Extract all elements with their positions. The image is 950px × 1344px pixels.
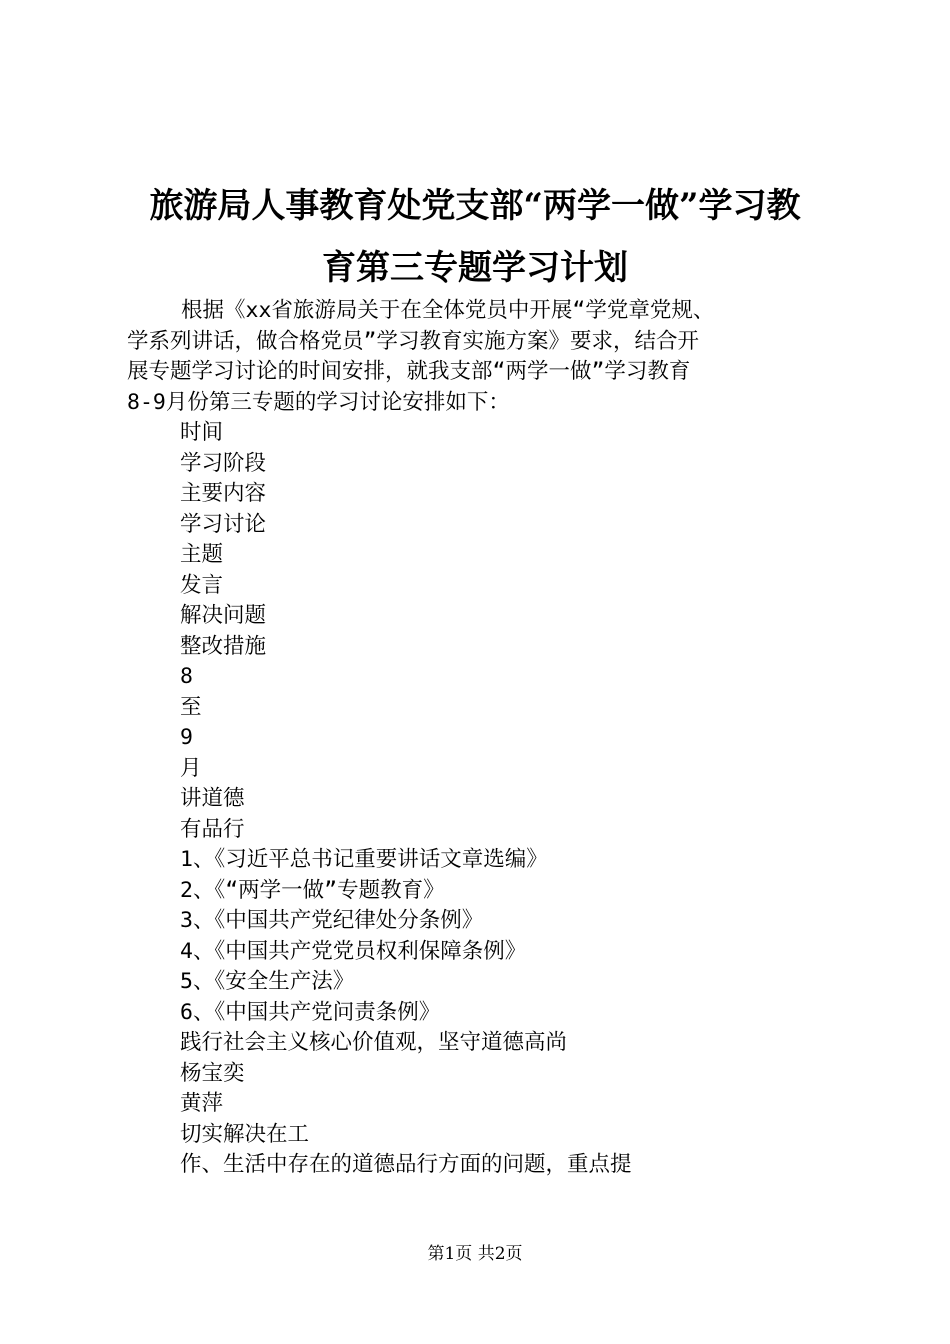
table-cell-text: 学习讨论	[180, 511, 267, 537]
table-cell-text: 切实解决在工	[180, 1121, 310, 1147]
table-cell-text: 发言	[180, 572, 224, 598]
schedule-table-text	[180, 418, 827, 1181]
table-cell-text: 讲道德	[180, 786, 245, 811]
table-cell-text: 9	[180, 725, 193, 750]
intro-line: 学系列讲话，做合格党员”学习教育实施方案》要求，结合开	[127, 328, 699, 354]
table-cell-text: 时间	[180, 420, 224, 445]
table-cell-text: 主要内容	[180, 481, 267, 506]
document-title-line-2: 育第三专题学习计划	[322, 248, 628, 288]
document-body	[127, 296, 827, 1181]
table-cell-text: 作、生活中存在的道德品行方面的问题，重点提	[180, 1152, 632, 1177]
speaker-name: 黄萍	[180, 1091, 224, 1116]
intro-paragraph	[127, 296, 827, 418]
reading-list-item: 6、《中国共产党问责条例》	[180, 999, 441, 1025]
table-cell-text: 至	[180, 694, 202, 720]
table-cell-text: 整改措施	[180, 633, 267, 659]
table-cell-text: 8	[180, 664, 193, 689]
table-cell-text: 学习阶段	[180, 450, 267, 476]
intro-line: 根据《xx省旅游局关于在全体党员中开展“学党章党规、	[181, 298, 715, 323]
reading-list-item: 4、《中国共产党党员权利保障条例》	[180, 938, 527, 964]
speaker-name: 杨宝奕	[180, 1060, 245, 1086]
table-cell-text: 有品行	[180, 816, 245, 842]
document-title-line-1: 旅游局人事教育处党支部“两学一做”学习教	[149, 186, 801, 226]
intro-line: 展专题学习讨论的时间安排，就我支部“两学一做”学习教育	[127, 359, 691, 384]
intro-line: 8-9月份第三专题的学习讨论安排如下：	[127, 389, 510, 415]
table-cell-text: 月	[180, 755, 202, 781]
page-footer: 第1页 共2页	[427, 1244, 523, 1264]
reading-list-item: 3、《中国共产党纪律处分条例》	[180, 908, 484, 933]
reading-list-item: 1、《习近平总书记重要讲话文章选编》	[180, 847, 548, 872]
reading-list-item: 5、《安全生产法》	[180, 969, 355, 994]
reading-list-item: 2、《“两学一做”专题教育》	[180, 877, 445, 903]
table-cell-text: 践行社会主义核心价值观，坚守道德高尚	[180, 1030, 568, 1055]
table-cell-text: 解决问题	[180, 603, 267, 628]
table-cell-text: 主题	[180, 542, 224, 567]
